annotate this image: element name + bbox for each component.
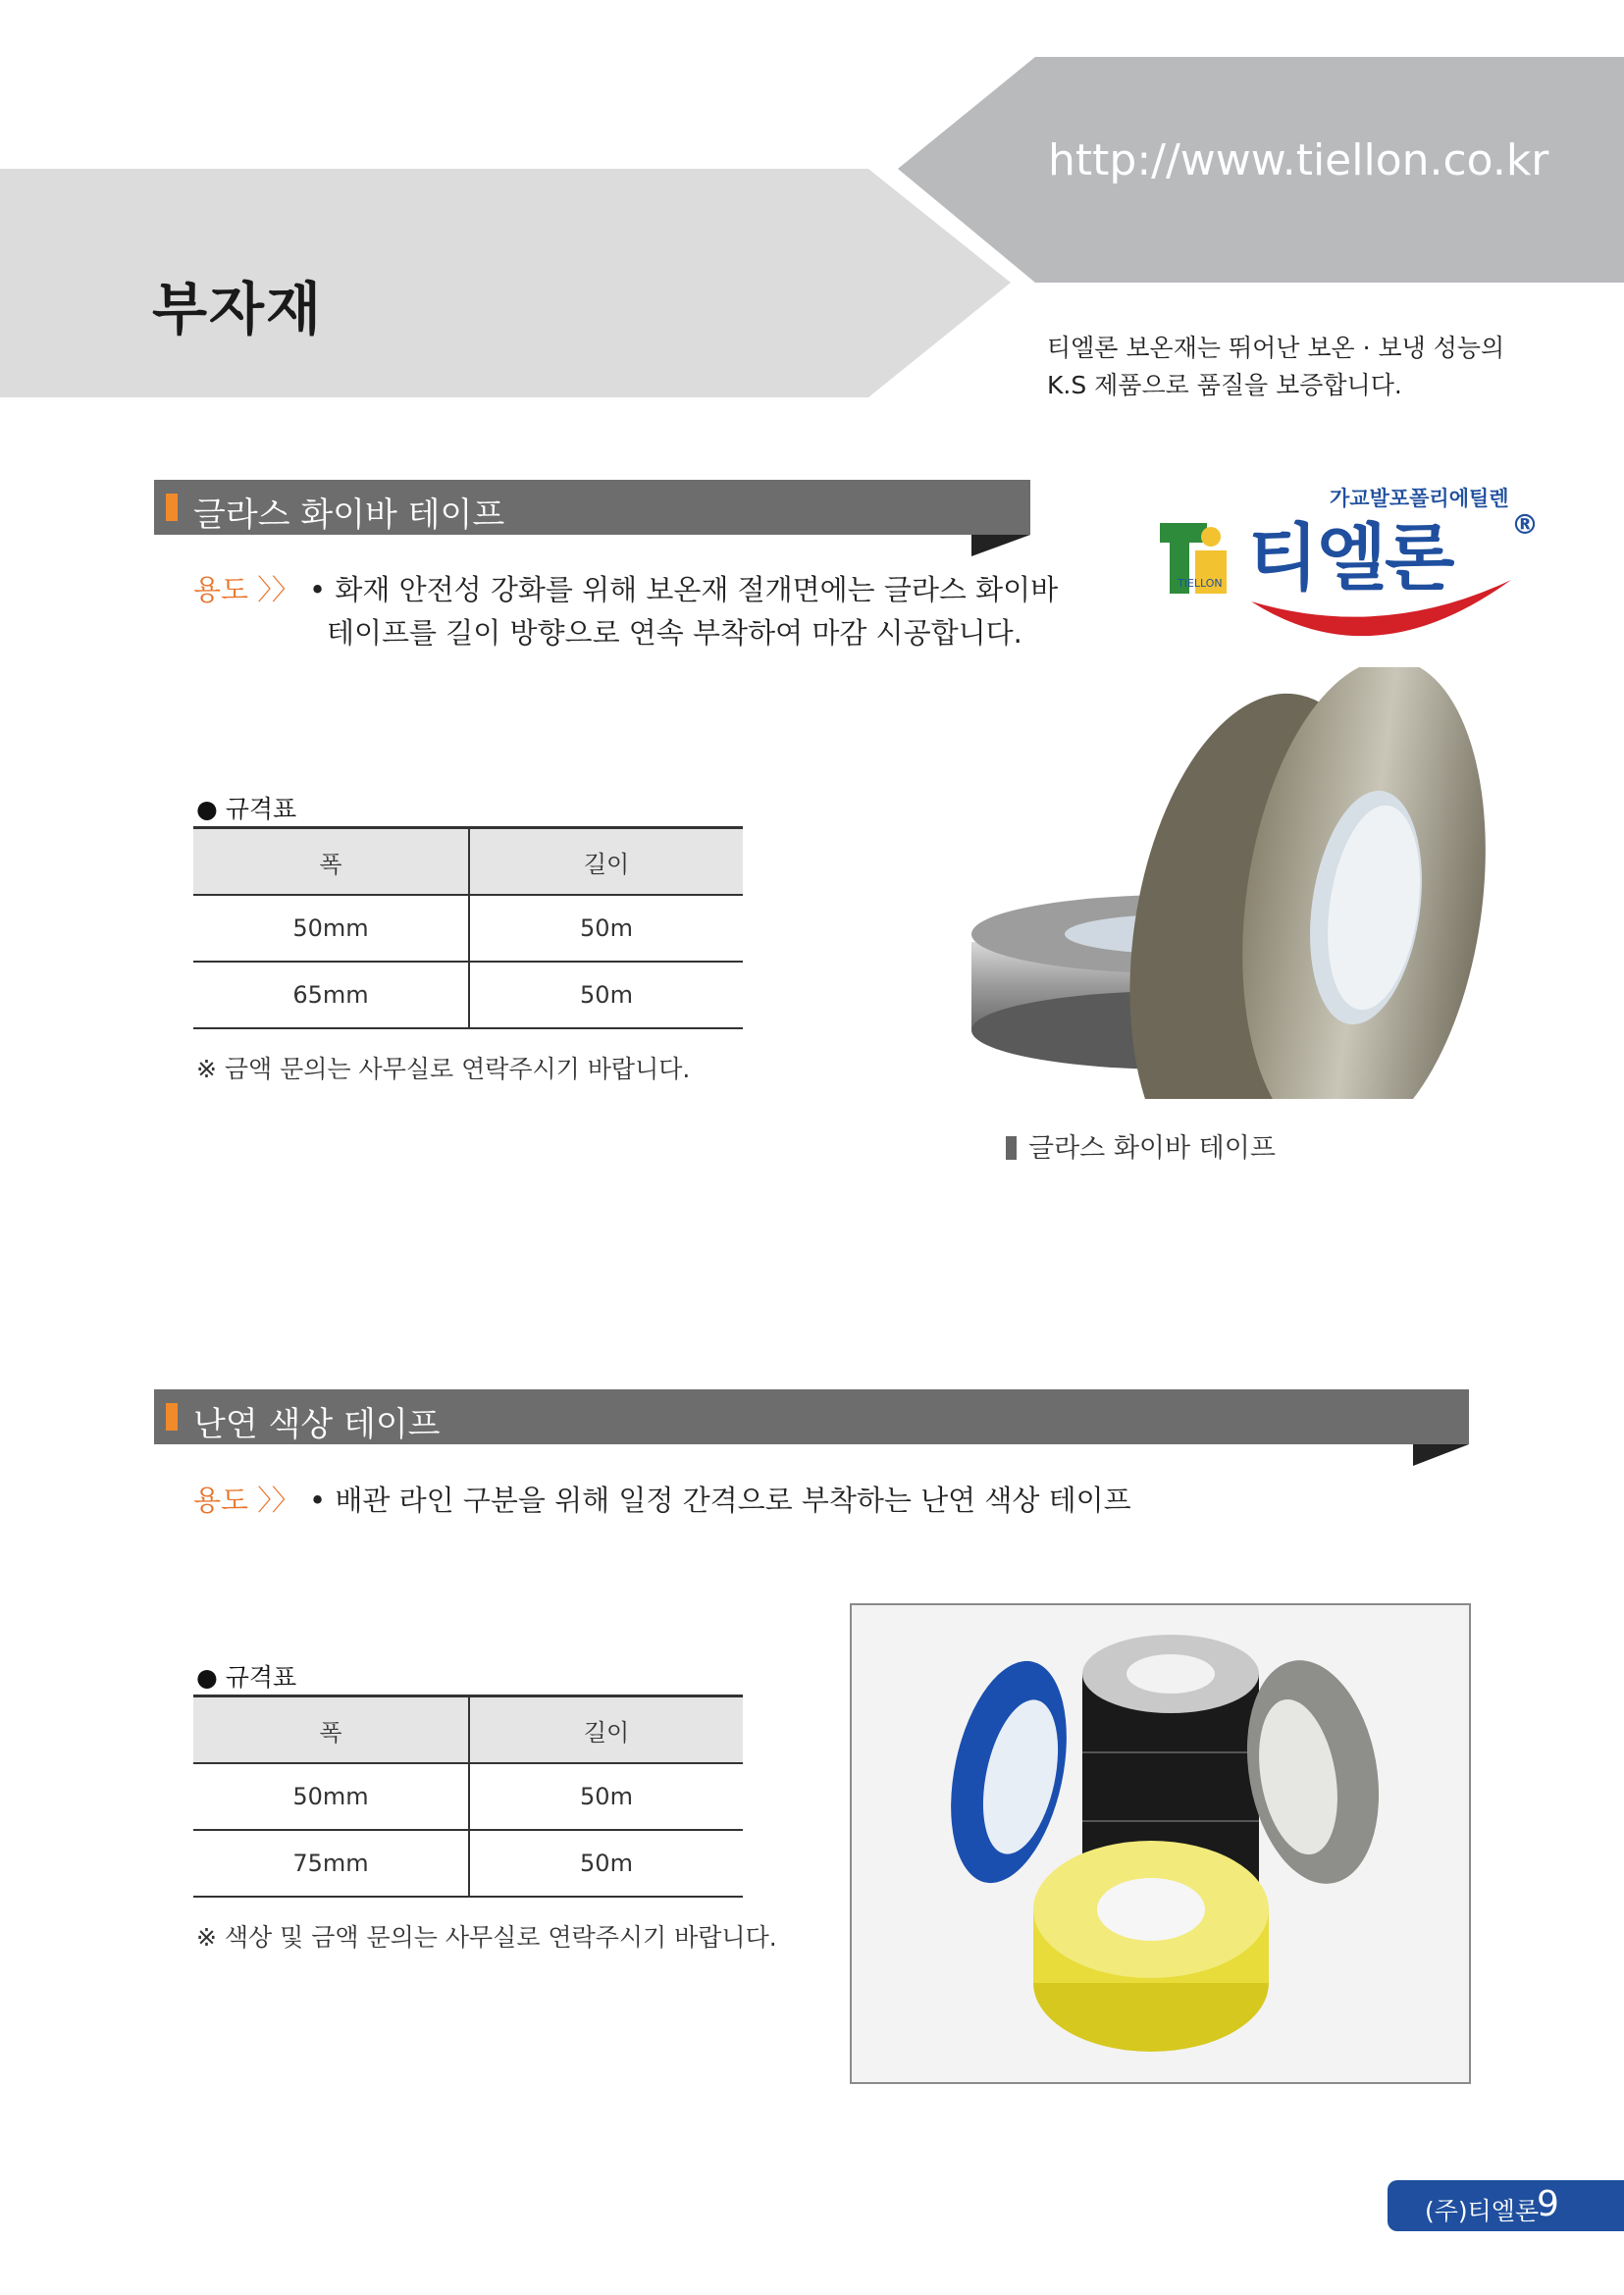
spec-table <box>193 826 743 1029</box>
footer-page-tab <box>1388 2180 1624 2231</box>
section-header-glass-fiber-tape <box>154 480 1030 535</box>
usage-line: • 화재 안전성 강화를 위해 보온재 절개면에는 글라스 화이바 <box>309 573 1059 606</box>
section-title: 난연 색상 테이프 <box>193 1405 441 1444</box>
table-cell: 50m <box>469 895 743 962</box>
table-cell: 50m <box>469 962 743 1028</box>
table-cell: 50m <box>469 1763 743 1830</box>
tagline <box>1047 330 1504 404</box>
logo-registered-mark: ® <box>1511 508 1539 541</box>
brand-logo <box>1148 479 1545 651</box>
image-caption <box>1006 1126 1276 1165</box>
spec-heading: ● 규격표 <box>196 795 297 823</box>
spec-table <box>193 1695 743 1898</box>
table-row <box>193 895 743 962</box>
tagline-line: K.S 제품으로 품질을 보증합니다. <box>1047 371 1402 399</box>
table-row <box>193 962 743 1028</box>
column-header: 길이 <box>469 828 743 896</box>
table-cell: 50m <box>469 1830 743 1897</box>
usage-line: • 배관 라인 구분을 위해 일정 간격으로 부착하는 난연 색상 테이프 <box>309 1484 1131 1517</box>
page-title: 부자재 <box>152 276 324 342</box>
glass-fiber-tape-image <box>942 667 1492 1099</box>
logo-name: 티엘론 <box>1248 516 1453 600</box>
section-corner-triangle <box>971 535 1030 556</box>
usage-label: 용도 〉〉 <box>193 573 300 606</box>
page-number: 9 <box>1537 2184 1559 2224</box>
table-cell: 65mm <box>193 962 469 1028</box>
section-title: 글라스 화이바 테이프 <box>193 496 505 535</box>
column-header: 폭 <box>193 828 469 896</box>
logo-top-text: 가교발포폴리에틸렌 <box>1330 487 1509 510</box>
table-cell: 75mm <box>193 1830 469 1897</box>
section-marker <box>166 494 178 521</box>
color-tapes-image <box>852 1605 1469 2082</box>
table-cell: 50mm <box>193 895 469 962</box>
table-row <box>193 1763 743 1830</box>
column-header: 길이 <box>469 1696 743 1764</box>
table-header-row <box>193 1696 743 1764</box>
color-tape-image-frame <box>850 1603 1471 2084</box>
column-header: 폭 <box>193 1696 469 1764</box>
caption-text: 글라스 화이바 테이프 <box>1028 1133 1276 1164</box>
usage-description <box>309 568 1058 654</box>
section-corner-triangle <box>1413 1444 1469 1466</box>
table-header-row <box>193 828 743 896</box>
section-header-flame-retardant-color-tape <box>154 1389 1469 1444</box>
tagline-line: 티엘론 보온재는 뛰어난 보온 · 보냉 성능의 <box>1047 334 1505 362</box>
usage-description <box>309 1479 1131 1522</box>
website-url[interactable]: http://www.tiellon.co.kr <box>1048 135 1549 185</box>
table-cell: 50mm <box>193 1763 469 1830</box>
footer-company: (주)티엘론 <box>1425 2197 1540 2225</box>
caption-marker <box>1006 1136 1017 1160</box>
usage-label: 용도 〉〉 <box>193 1484 300 1517</box>
spec-heading: ● 규격표 <box>196 1663 297 1692</box>
table-row <box>193 1830 743 1897</box>
section-marker <box>166 1403 178 1431</box>
usage-line: 테이프를 길이 방향으로 연속 부착하여 마감 시공합니다. <box>327 616 1022 650</box>
price-inquiry-note: ※ 색상 및 금액 문의는 사무실로 연락주시기 바랍니다. <box>196 1923 777 1952</box>
logo-small-text: TIELLON <box>1178 577 1223 590</box>
price-inquiry-note: ※ 금액 문의는 사무실로 연락주시기 바랍니다. <box>196 1055 691 1083</box>
